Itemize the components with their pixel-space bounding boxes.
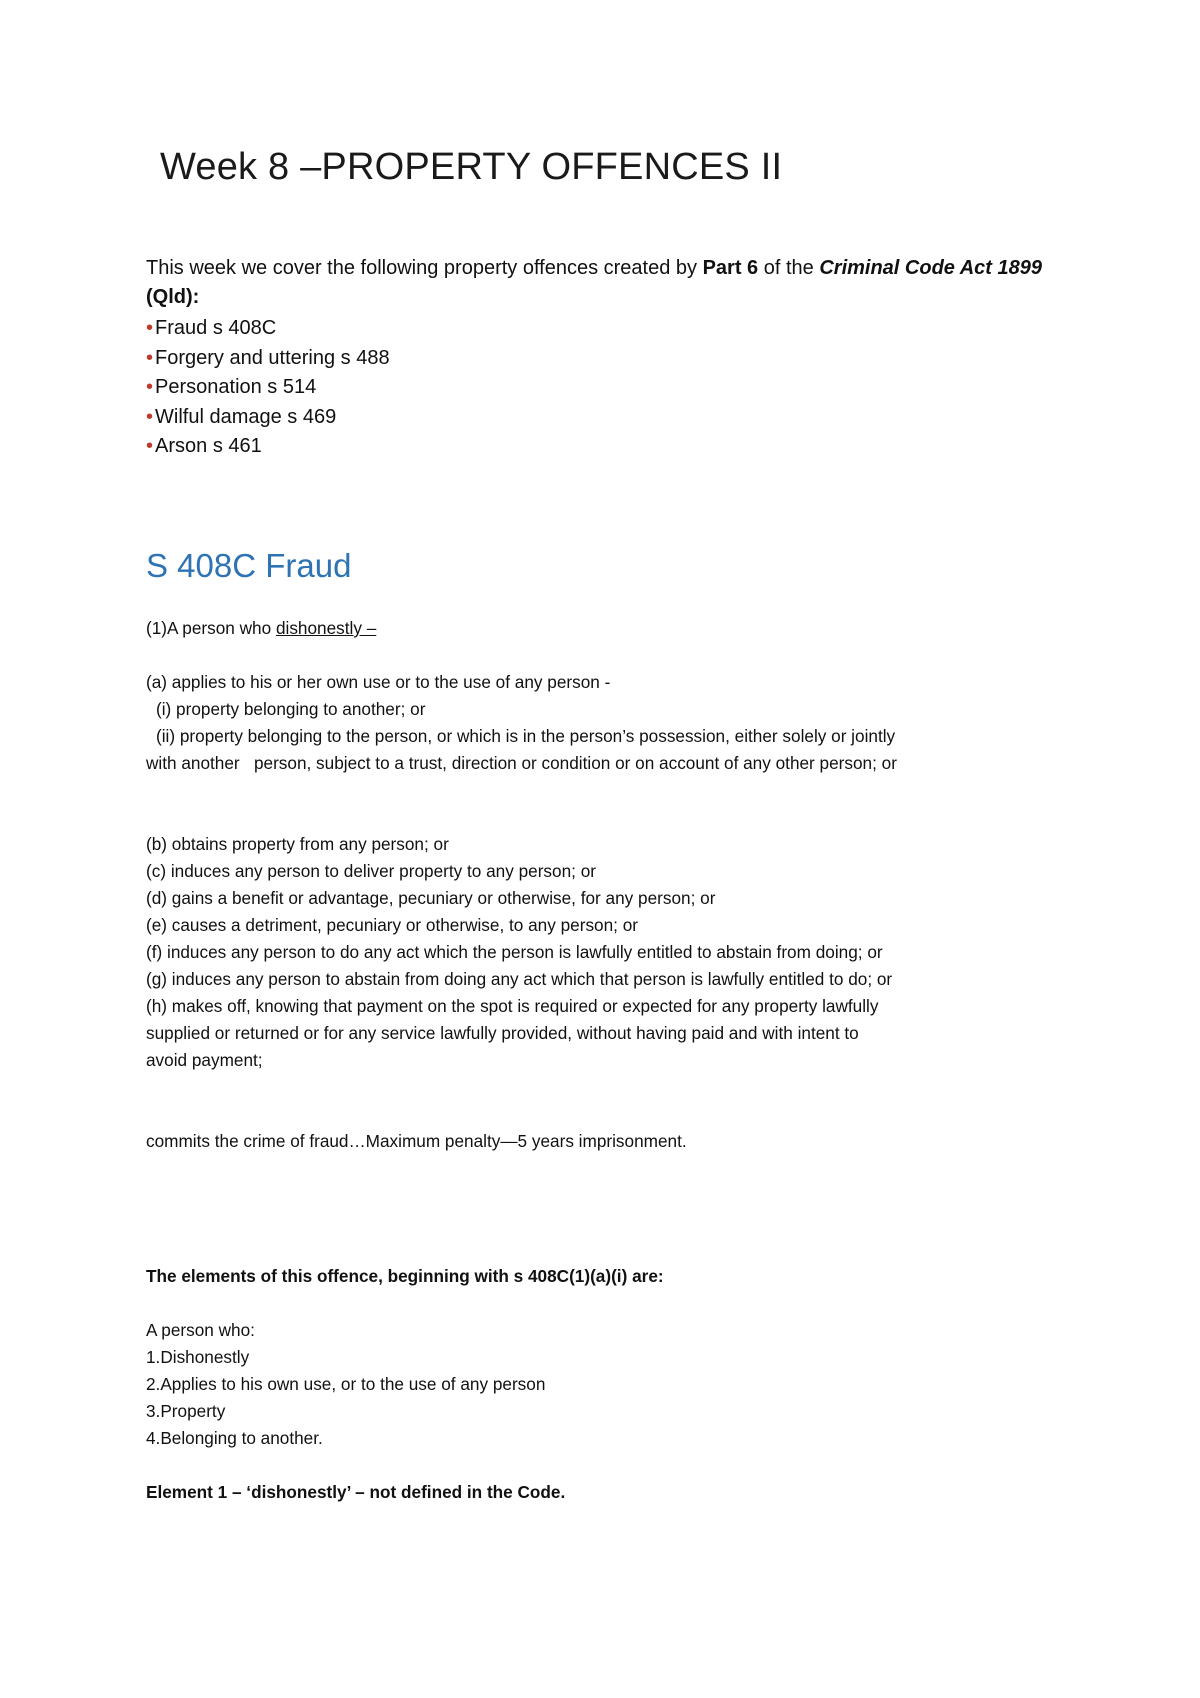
intro-paragraph: [146, 254, 1066, 312]
clause-h-cont2: avoid payment;: [146, 1050, 263, 1070]
intro-part: Part 6: [702, 257, 759, 279]
clause-g: (g) induces any person to abstain from doing any act which that person is lawfully entitled to do; or: [146, 969, 893, 989]
element-item: 3.Property: [146, 1401, 226, 1421]
clause-f: (f) induces any person to do any act which the person is lawfully entitled to abstain from doing; or: [146, 942, 883, 962]
intro-post: (Qld):: [146, 286, 200, 308]
clause-c: (c) induces any person to deliver property to any person; or: [146, 861, 596, 881]
section-heading: S 408C Fraud: [146, 547, 352, 584]
intro-act: Criminal Code Act 1899: [819, 257, 1043, 279]
bullet-icon: •: [146, 376, 154, 398]
list-item: • Wilful damage s 469: [146, 405, 337, 428]
list-item: • Fraud s 408C: [146, 317, 277, 339]
clause-h-cont1: supplied or returned or for any service lawfully provided, without having paid and with intent to: [146, 1023, 859, 1043]
list-item: • Personation s 514: [146, 376, 317, 398]
clause-a-ii: (ii) property belonging to the person, or which is in the person’s possession, either solely or jointly: [156, 726, 896, 746]
clause-h: (h) makes off, knowing that payment on the spot is required or expected for any property lawfully: [146, 996, 879, 1016]
page-title: Week 8 –PROPERTY OFFENCES II: [160, 146, 783, 188]
clause-a-ii-cont: with another person, subject to a trust, direction or condition or on account of any other person; or: [146, 753, 897, 773]
penalty-line: commits the crime of fraud…Maximum penalty—5 years imprisonment.: [146, 1131, 687, 1151]
bullet-icon: •: [146, 435, 154, 457]
bullet-icon: •: [146, 346, 154, 369]
offence-list: [146, 314, 390, 462]
clause-b: (b) obtains property from any person; or: [146, 834, 449, 854]
s408c-lead: (1)A person who dishonestly –: [146, 618, 377, 638]
clause-d: (d) gains a benefit or advantage, pecuniary or otherwise, for any person; or: [146, 888, 716, 908]
element-item: 1.Dishonestly: [146, 1347, 250, 1367]
intro-pre: This week we cover the following property offences created by: [146, 257, 703, 279]
intro-mid: of the: [758, 257, 820, 279]
bullet-icon: •: [146, 317, 154, 339]
element1-heading: Element 1 – ‘dishonestly’ – not defined in the Code.: [146, 1482, 566, 1502]
list-item: • Forgery and uttering s 488: [146, 346, 390, 369]
element-item: 4.Belonging to another.: [146, 1428, 323, 1448]
element-item: 2.Applies to his own use, or to the use of any person: [146, 1374, 546, 1394]
dishonestly-underlined: dishonestly –: [275, 618, 377, 638]
clause-e: (e) causes a detriment, pecuniary or otherwise, to any person; or: [146, 915, 638, 935]
elements-heading: The elements of this offence, beginning with s 408C(1)(a)(i) are:: [146, 1266, 664, 1286]
list-item: • Arson s 461: [146, 435, 262, 457]
person-who: A person who:: [146, 1320, 255, 1340]
bullet-icon: •: [146, 405, 154, 428]
clause-a: (a) applies to his or her own use or to the use of any person -: [146, 672, 611, 692]
clause-a-i: (i) property belonging to another; or: [156, 699, 426, 719]
